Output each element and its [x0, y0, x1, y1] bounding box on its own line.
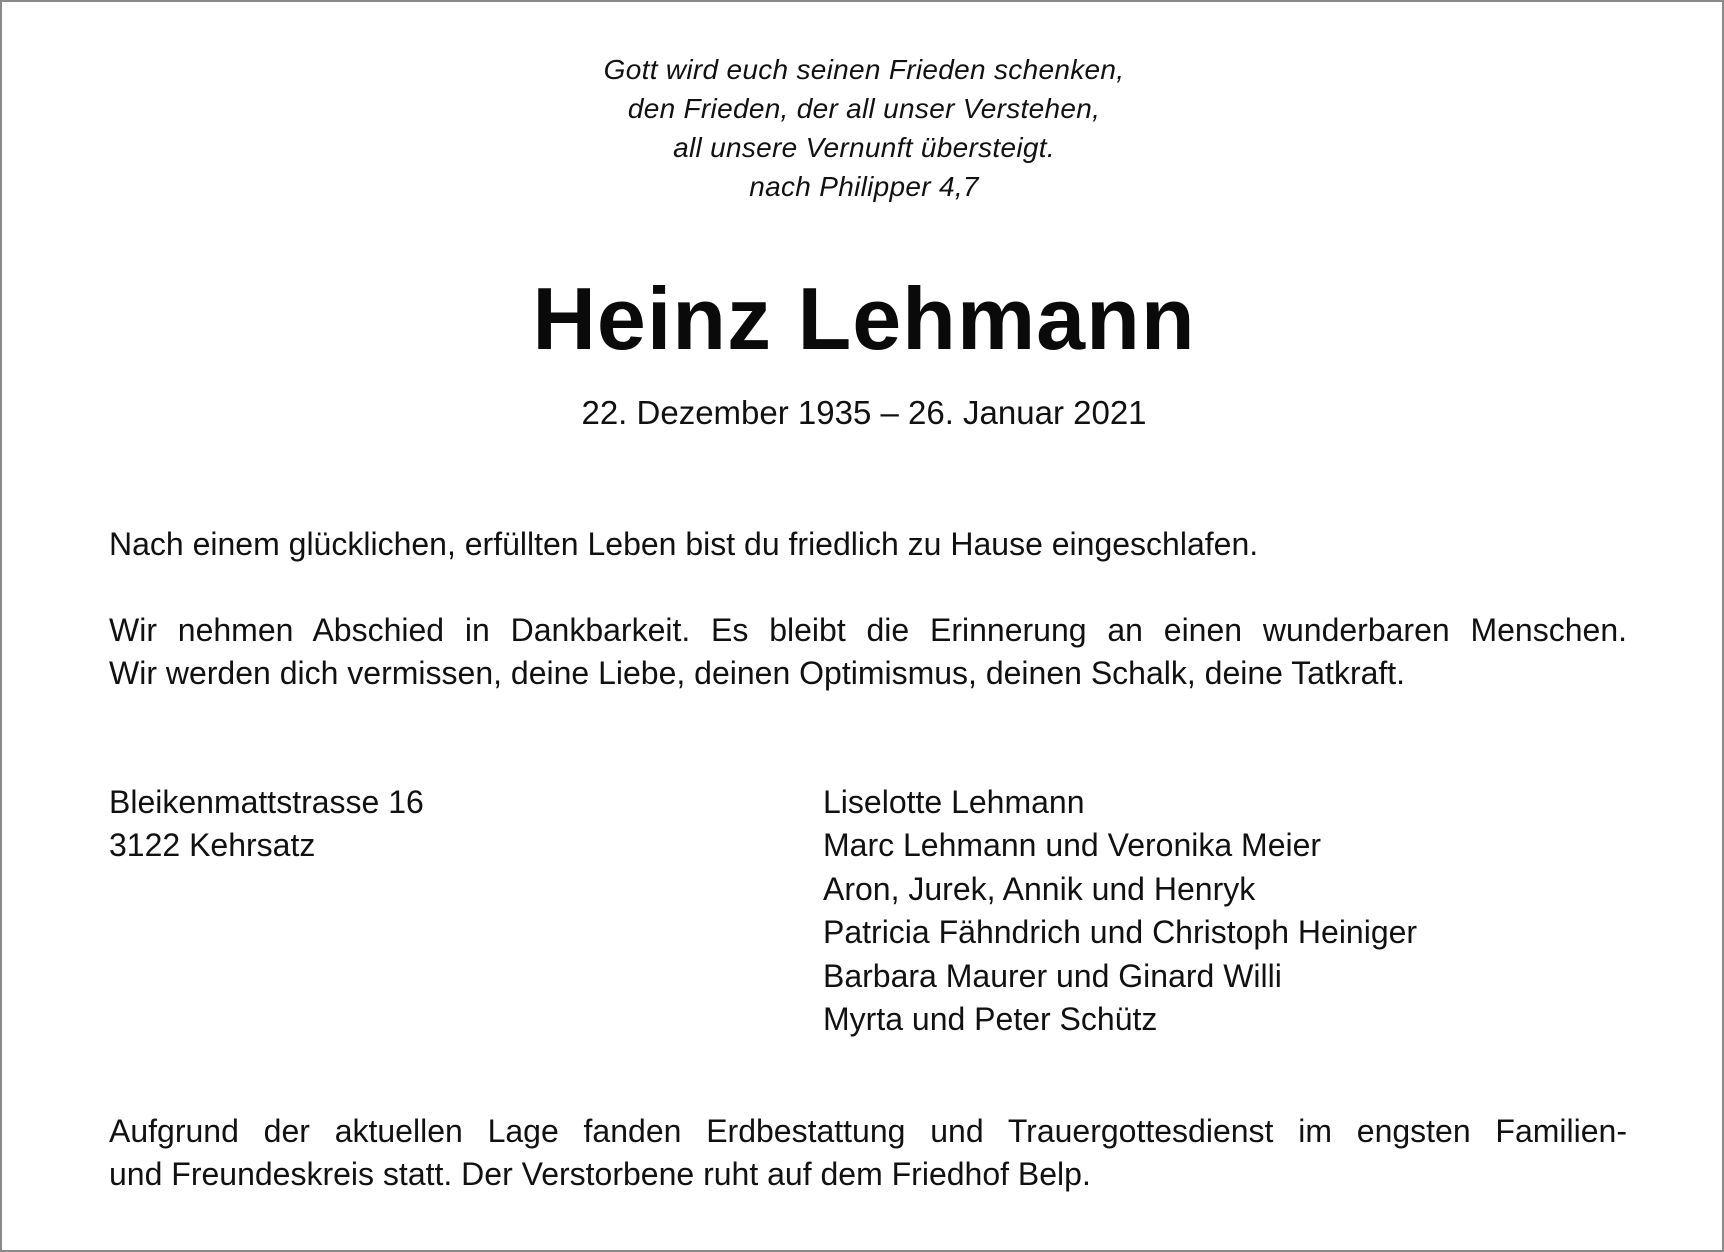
farewell-line: Wir werden dich vermissen, deine Liebe, deinen Optimismus, deinen Schalk, deine Tatkraft.	[109, 655, 1406, 691]
notice-line: und Freundeskreis statt. Der Verstorbene ruht auf dem Friedhof Belp.	[109, 1156, 1091, 1192]
burial-notice	[109, 1110, 1627, 1196]
deceased-name: Heinz Lehmann	[532, 269, 1196, 368]
address-street: Bleikenmattstrasse 16	[109, 784, 424, 820]
farewell-line: Wir nehmen Abschied in Dankbarkeit. Es bleibt die Erinnerung an einen wunderbaren Menschen.	[109, 612, 1627, 648]
intro-paragraph: Nach einem glücklichen, erfüllten Leben bist du friedlich zu Hause eingeschlafen.	[109, 526, 1259, 562]
life-dates: 22. Dezember 1935 – 26. Januar 2021	[581, 394, 1147, 431]
farewell-paragraph	[109, 609, 1627, 695]
address-city: 3122 Kehrsatz	[109, 827, 316, 863]
verse-reference: nach Philipper 4,7	[749, 171, 979, 202]
verse-line: Gott wird euch seinen Frieden schenken,	[603, 54, 1125, 85]
mourner-entry: Patricia Fähndrich und Christoph Heiniger	[823, 914, 1418, 951]
mourner-entry: Aron, Jurek, Annik und Henryk	[823, 870, 1256, 907]
bible-verse	[2, 50, 1724, 206]
mourner-entry: Marc Lehmann und Veronika Meier	[823, 827, 1322, 864]
mourner-entry: Liselotte Lehmann	[823, 784, 1085, 820]
notice-line: Aufgrund der aktuellen Lage fanden Erdbestattung und Trauergottesdienst im engsten Familien-	[109, 1113, 1627, 1149]
verse-line: den Frieden, der all unser Verstehen,	[627, 93, 1101, 124]
verse-line: all unsere Vernunft übersteigt.	[673, 132, 1055, 163]
mourner-entry: Barbara Maurer und Ginard Willi	[823, 957, 1282, 994]
mourners-list	[823, 781, 1417, 1041]
address-block	[109, 781, 424, 867]
mourner-entry: Myrta und Peter Schütz	[823, 1001, 1158, 1038]
